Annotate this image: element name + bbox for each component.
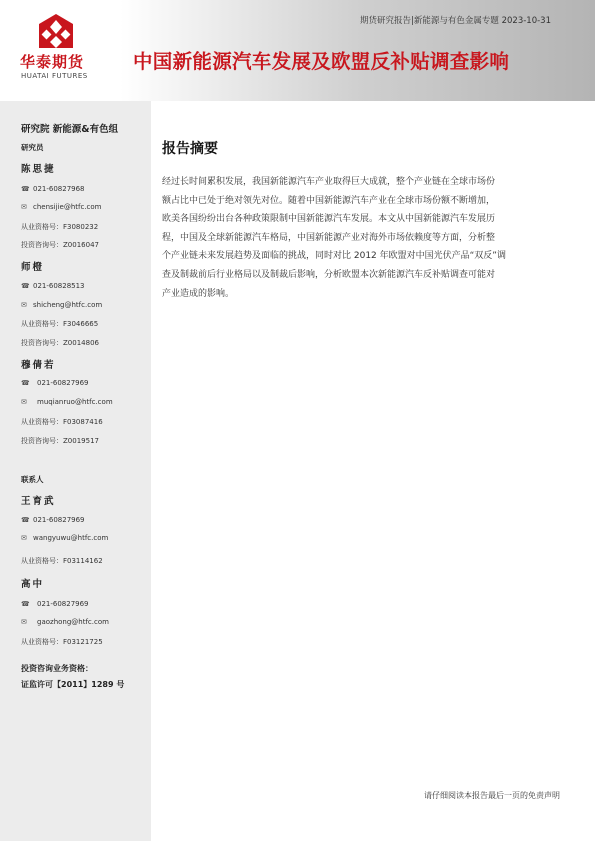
contact-heading: 联系人 (21, 475, 44, 484)
analyst-qualification: 从业资格号：F3046665 (21, 320, 99, 328)
summary-line: 程，中国及全球新能源汽车格局，中国新能源产业对海外市场依赖度等方面，分析整 (162, 232, 496, 243)
analyst-invest-id: 投资咨询号：Z0014806 (21, 339, 99, 347)
summary-line: 额占比中已处于绝对领先对位。随着中国新能源汽车产业在全球市场份额不断增加， (162, 195, 496, 206)
phone-icon: ☎ (21, 282, 30, 290)
email-icon: ✉ (21, 301, 27, 309)
researcher-heading: 研究员 (21, 143, 44, 152)
analyst-name: 穆倩若 (21, 360, 56, 371)
summary-line: 查及制裁前后行业格局以及制裁后影响，分析欧盟本次新能源汽车反补贴调查可能对 (162, 269, 496, 280)
analyst-qualification: 从业资格号：F03087416 (21, 418, 103, 426)
analyst-invest-id: 投资咨询号：Z0019517 (21, 437, 99, 445)
logo-chinese-name: 华泰期货 (20, 53, 85, 71)
analyst-email[interactable]: ✉ muqianruo@htfc.com (21, 398, 113, 406)
contact-qualification: 从业资格号：F03121725 (21, 638, 103, 646)
license-number: 证监许可【2011】1289 号 (21, 680, 125, 689)
huatai-logo-icon (39, 14, 73, 48)
contact-phone: ☎ 021-60827969 (21, 600, 89, 608)
contact-name: 王育武 (21, 496, 56, 507)
email-icon: ✉ (21, 534, 27, 542)
report-summary (162, 173, 558, 303)
analyst-email[interactable]: ✉ chensijie@htfc.com (21, 203, 102, 211)
analyst-invest-id: 投资咨询号：Z0016047 (21, 241, 99, 249)
summary-line: 经过长时间累积发展，我国新能源汽车产业取得巨大成就，整个产业链在全球市场份 (162, 177, 496, 187)
summary-line: 欧美各国纷纷出台各种政策限制中国新能源汽车发展。本文从中国新能源汽车发展历 (162, 214, 496, 225)
section-title: 报告摘要 (162, 141, 218, 157)
summary-line: 产业造成的影响。 (162, 288, 235, 299)
report-title: 中国新能源汽车发展及欧盟反补贴调查影响 (133, 50, 510, 73)
logo-english-name: HUATAI FUTURES (21, 72, 88, 80)
analyst-name: 陈思捷 (21, 164, 56, 175)
disclaimer-note: 请仔细阅读本报告最后一页的免责声明 (424, 791, 560, 800)
report-meta: 期货研究报告|新能源与有色金属专题 2023-10-31 (360, 16, 551, 26)
email-icon: ✉ (21, 203, 27, 211)
analyst-name: 师橙 (21, 262, 45, 273)
analyst-email[interactable]: ✉ shicheng@htfc.com (21, 301, 103, 309)
analyst-phone: ☎ 021-60827969 (21, 379, 89, 387)
phone-icon: ☎ (21, 379, 30, 387)
analyst-qualification: 从业资格号：F3080232 (21, 223, 99, 231)
phone-icon: ☎ (21, 185, 30, 193)
contact-name: 高中 (21, 579, 45, 590)
license-heading: 投资咨询业务资格： (21, 664, 93, 673)
email-icon: ✉ (21, 398, 27, 406)
summary-line: 个产业链未来发展趋势及面临的挑战，同时对比 2012 年欧盟对中国光伏产品“双反”调 (162, 251, 506, 262)
analyst-phone: ☎ 021-60828513 (21, 282, 85, 290)
contact-email[interactable]: ✉ gaozhong@htfc.com (21, 618, 109, 626)
contact-qualification: 从业资格号：F03114162 (21, 557, 103, 565)
email-icon: ✉ (21, 618, 27, 626)
phone-icon: ☎ (21, 600, 30, 608)
department-label: 研究院 新能源&有色组 (21, 124, 119, 135)
contact-email[interactable]: ✉ wangyuwu@htfc.com (21, 534, 109, 542)
author-sidebar (0, 101, 151, 841)
phone-icon: ☎ (21, 516, 30, 524)
analyst-phone: ☎ 021-60827968 (21, 185, 85, 193)
company-logo (20, 14, 95, 84)
contact-phone: ☎ 021-60827969 (21, 516, 85, 524)
